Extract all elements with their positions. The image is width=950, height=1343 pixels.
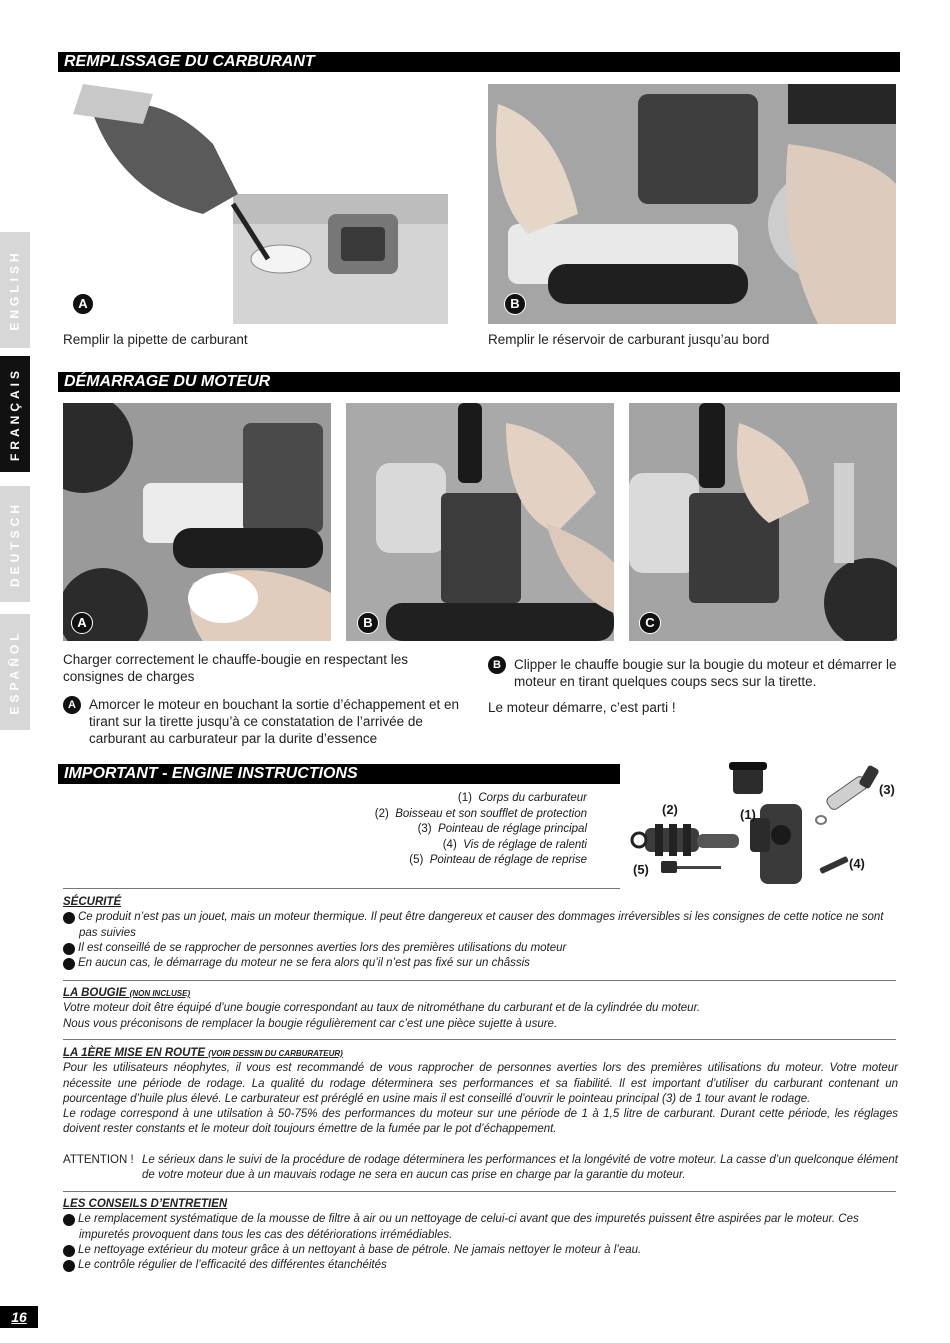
divider-4 xyxy=(63,1191,896,1192)
lang-tab-deutsch[interactable] xyxy=(0,486,30,602)
step-b-text: Clipper le chauffe bougie sur la bougie du moteur et démarrer le moteur en tirant quelques coups secs sur la tirette. xyxy=(514,657,897,689)
lang-tab-francais[interactable] xyxy=(0,356,30,472)
securite-title: SÉCURITÉ xyxy=(63,896,122,908)
lang-tab-deutsch-label: DEUTSCH xyxy=(8,500,23,588)
lang-tab-english[interactable] xyxy=(0,232,30,348)
entretien-item-2: 2 Le nettoyage extérieur du moteur grâce à un nettoyant à base de pétrole. Ne jamais nettoyer le moteur à l’eau. xyxy=(58,1243,642,1256)
start-step-b xyxy=(488,656,898,690)
parts-list xyxy=(300,791,587,869)
part-item-4: (4) Vis de réglage de ralenti xyxy=(442,838,587,851)
mise-en-route-para-2: Le rodage correspond à une utilsation à 50-75% des performances du moteur sur une période de 1 à 1,5 litre de carburant. Durant cette période, les réglages doivent rester constants et le moteur doit toujours émettre de la fumée par le pot d’échappement. xyxy=(63,1108,898,1136)
attention-text: Le sérieux dans le suivi de la procédure de rodage déterminera les performances et la longévité de votre moteur. La casse d’un quelconque élément de votre moteur due à un mauvais rodage ne sera en aucun cas prise en charge par la garantie du moteur. xyxy=(142,1153,898,1182)
start-caption-end: Le moteur démarre, c’est parti ! xyxy=(488,700,676,715)
bullet-2-icon: 2 xyxy=(63,943,75,955)
fuel-caption-b: Remplir le réservoir de carburant jusqu’au bord xyxy=(488,332,770,347)
bougie-title: LA BOUGIE (NON INCLUSE) xyxy=(63,987,191,999)
entretien-bullet-3-icon: 3 xyxy=(63,1260,75,1272)
step-a-text: Amorcer le moteur en bouchant la sortie d’échappement et en tirant sur la tirette jusqu’à ce constatation de l’arrivée de carburant au carburateur par la durite d’essence xyxy=(89,697,459,746)
entretien-bullet-2-icon: 2 xyxy=(63,1245,75,1257)
entretien-block xyxy=(58,1197,898,1273)
carb-label-1: (1) xyxy=(740,807,756,822)
attention-note xyxy=(63,1153,898,1184)
divider-1 xyxy=(63,888,620,889)
bougie-line-2: Nous vous préconisons de remplacer la bougie régulièrement car c’est une pièce sujette à usure. xyxy=(63,1017,558,1030)
bullet-3-icon: 3 xyxy=(63,958,75,970)
start-section-title: DÉMARRAGE DU MOTEUR xyxy=(58,372,900,392)
entretien-bullet-1-icon: 1 xyxy=(63,1214,75,1226)
start-caption-1: Charger correctement le chauffe-bougie en respectant les consignes de charges xyxy=(63,652,408,684)
lang-tab-espanol-label: ESPAÑOL xyxy=(8,629,22,715)
carb-label-3: (3) xyxy=(879,782,895,797)
bougie-line-1: Votre moteur doit être équipé d’une bougie correspondant au taux de nitrométhane du carburant et de la cylindrée du moteur. xyxy=(63,1002,701,1015)
fuel-section-title: REMPLISSAGE DU CARBURANT xyxy=(58,52,900,72)
start-photo-a-badge: A xyxy=(71,612,93,634)
page-number: 16 xyxy=(0,1306,38,1328)
divider-2 xyxy=(63,980,896,981)
start-step-a xyxy=(63,696,473,747)
securite-item-1: 1 Ce produit n’est pas un jouet, mais un moteur thermique. Il peut être dangereux et causer des dommages irréversibles si les consignes de cette notice ne sont pas suivies xyxy=(58,911,884,939)
entretien-item-1: 1 Le remplacement systématique de la mousse de filtre à air ou un nettoyage de celui-ci avant que des impuretés puissent être aspirées par le moteur. Ces impuretés provoquent dans tous les cas des détériorations irrémédiables. xyxy=(58,1213,859,1241)
fuel-photo-b-badge: B xyxy=(504,293,526,315)
carb-label-2: (2) xyxy=(662,802,678,817)
carb-label-5: (5) xyxy=(633,862,649,877)
fuel-photo-a-badge: A xyxy=(72,293,94,315)
fuel-photo-b xyxy=(488,84,896,324)
part-item-1: (1) Corps du carburateur xyxy=(457,792,587,804)
mise-en-route-block xyxy=(63,1046,898,1183)
part-item-2: (2) Boisseau et son soufflet de protection xyxy=(374,807,587,820)
entretien-title: LES CONSEILS D’ENTRETIEN xyxy=(63,1198,228,1210)
fuel-photo-a xyxy=(63,84,448,324)
start-photo-b xyxy=(346,403,614,641)
fuel-caption-a: Remplir la pipette de carburant xyxy=(63,332,248,347)
carburetor-diagram xyxy=(625,760,900,890)
important-section-title: IMPORTANT - ENGINE INSTRUCTIONS xyxy=(58,764,620,784)
lang-tab-english-label: ENGLISH xyxy=(8,249,22,331)
start-photo-c-badge: C xyxy=(639,612,661,634)
mise-en-route-para-1: Pour les utilisateurs néophytes, il vous est recommandé de vous rapprocher de personnes averties lors des premières utilisations du moteur. Votre moteur nécessite une période de rodage. La qualité du rodage déterminera ses performances et sa fiabilité. Il est important d’utiliser du carburant contenant un pourcentage d’huile plus élevé. Le carburateur est préréglé en usine mais il est conseillé d’ouvrir le pointeau principal (3) de 1 tour avant le rodage. xyxy=(63,1062,898,1105)
divider-3 xyxy=(63,1039,896,1040)
part-item-5: (5) Pointeau de réglage de reprise xyxy=(409,854,587,866)
lang-tab-espanol[interactable] xyxy=(0,614,30,730)
start-photo-b-badge: B xyxy=(357,612,379,634)
carb-label-4: (4) xyxy=(849,856,865,871)
mise-en-route-title: LA 1ÈRE MISE EN ROUTE (VOIR DESSIN DU CARBURATEUR) xyxy=(63,1047,343,1059)
entretien-item-3: 3 Le contrôle régulier de l’efficacité des différentes étanchéités xyxy=(58,1259,387,1272)
securite-block xyxy=(58,895,898,971)
start-photo-c xyxy=(629,403,897,641)
bullet-1-icon: 1 xyxy=(63,912,75,924)
lang-tab-francais-label: FRANÇAIS xyxy=(8,367,22,461)
start-photo-a xyxy=(63,403,331,641)
securite-item-3: 3 En aucun cas, le démarrage du moteur ne se fera alors qu’il n’est pas fixé sur un châssis xyxy=(58,957,530,970)
bougie-block xyxy=(63,986,898,1032)
securite-item-2: 2 Il est conseillé de se rapprocher de personnes averties lors des premières utilisations du moteur xyxy=(58,941,567,954)
part-item-3: (3) Pointeau de réglage principal xyxy=(417,823,587,835)
step-a-badge: A xyxy=(63,696,81,714)
step-b-badge: B xyxy=(488,656,506,674)
attention-label: ATTENTION ! xyxy=(63,1153,134,1166)
